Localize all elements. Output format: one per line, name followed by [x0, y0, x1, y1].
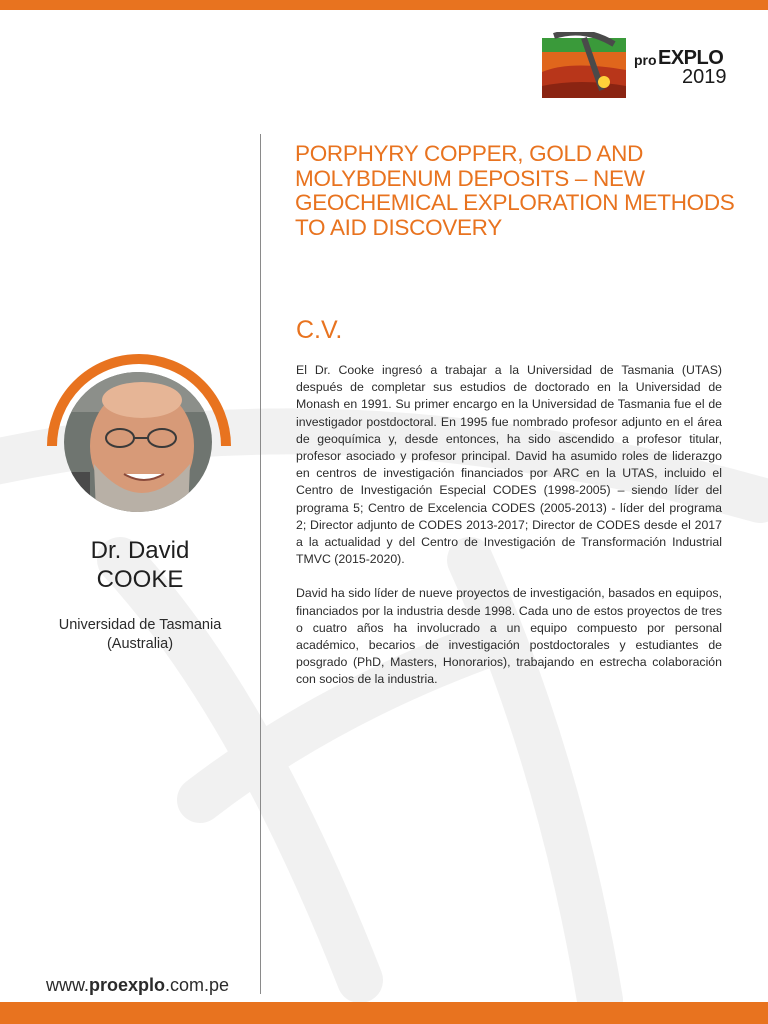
logo-year-text: 2019 [682, 66, 727, 88]
cv-body [296, 362, 722, 706]
cv-paragraph: El Dr. Cooke ingresó a trabajar a la Universidad de Tasmania (UTAS) después de completar sus estudios de doctorado en la Universidad de Monash en 1991. Su primer encargo en la Universidad de Tasmania fue el de investigador postdoctoral. En 1995 fue nombrado profesor adjunto en el área de geoquímica y, desde entonces, ha sido ascendido a profesor titular, profesor asociado y profesor principal. David ha asumido roles de liderazgo en centros de investigación financiados por ARC en la UTAS, incluido el Centro de Investigación Especial CODES (1998-2005) – siendo líder del programa 5; Centro de Excelencia CODES (2005-2013) - líder del programa 2; Director adjunto de CODES 2013-2017; Director de CODES desde el 2017 a la actualidad y del Centro de Investigación de Transformación Industrial TMVC (2015-2020). [296, 363, 722, 567]
cv-paragraph: David ha sido líder de nueve proyectos de investigación, basados en equipos, financiados por la industria desde 1998. Cada uno de estos proyectos de tres o cuatro años ha involucrado a un equipo compuesto por personal académico, becarios de investigación postdoctorales y estudiantes de posgrado (PhD, Masters, Honorarios), trabajando en estrecha colaboración con socios de la industria. [296, 586, 722, 687]
website-link[interactable] [46, 975, 229, 996]
cv-heading: C.V. [296, 316, 343, 344]
logo-emblem-icon [540, 32, 632, 102]
affiliation-country: (Australia) [106, 636, 174, 652]
logo-pro-text: pro [634, 52, 657, 68]
top-accent-bar [0, 0, 768, 10]
affiliation-university: Universidad de Tasmania [58, 617, 222, 633]
speaker-last-name: COOKE [96, 566, 184, 593]
url-suffix: .com.pe [165, 975, 230, 995]
speaker-affiliation [40, 616, 240, 654]
url-prefix: www. [46, 975, 90, 995]
proexplo-2019-logo [540, 32, 740, 102]
talk-title: PORPHYRY COPPER, GOLD AND MOLYBDENUM DEPOSITS – NEW GEOCHEMICAL EXPLORATION METHODS TO AID DISCOVERY [295, 141, 735, 240]
logo-explo-text: EXPLO [658, 47, 724, 69]
url-brand: proexplo [89, 975, 166, 995]
vertical-divider [260, 134, 261, 994]
speaker-portrait-icon [64, 372, 212, 512]
speaker-photo [64, 372, 212, 512]
speaker-name [40, 536, 240, 594]
bottom-accent-bar [0, 1002, 768, 1024]
speaker-first-name: Dr. David [90, 537, 190, 564]
